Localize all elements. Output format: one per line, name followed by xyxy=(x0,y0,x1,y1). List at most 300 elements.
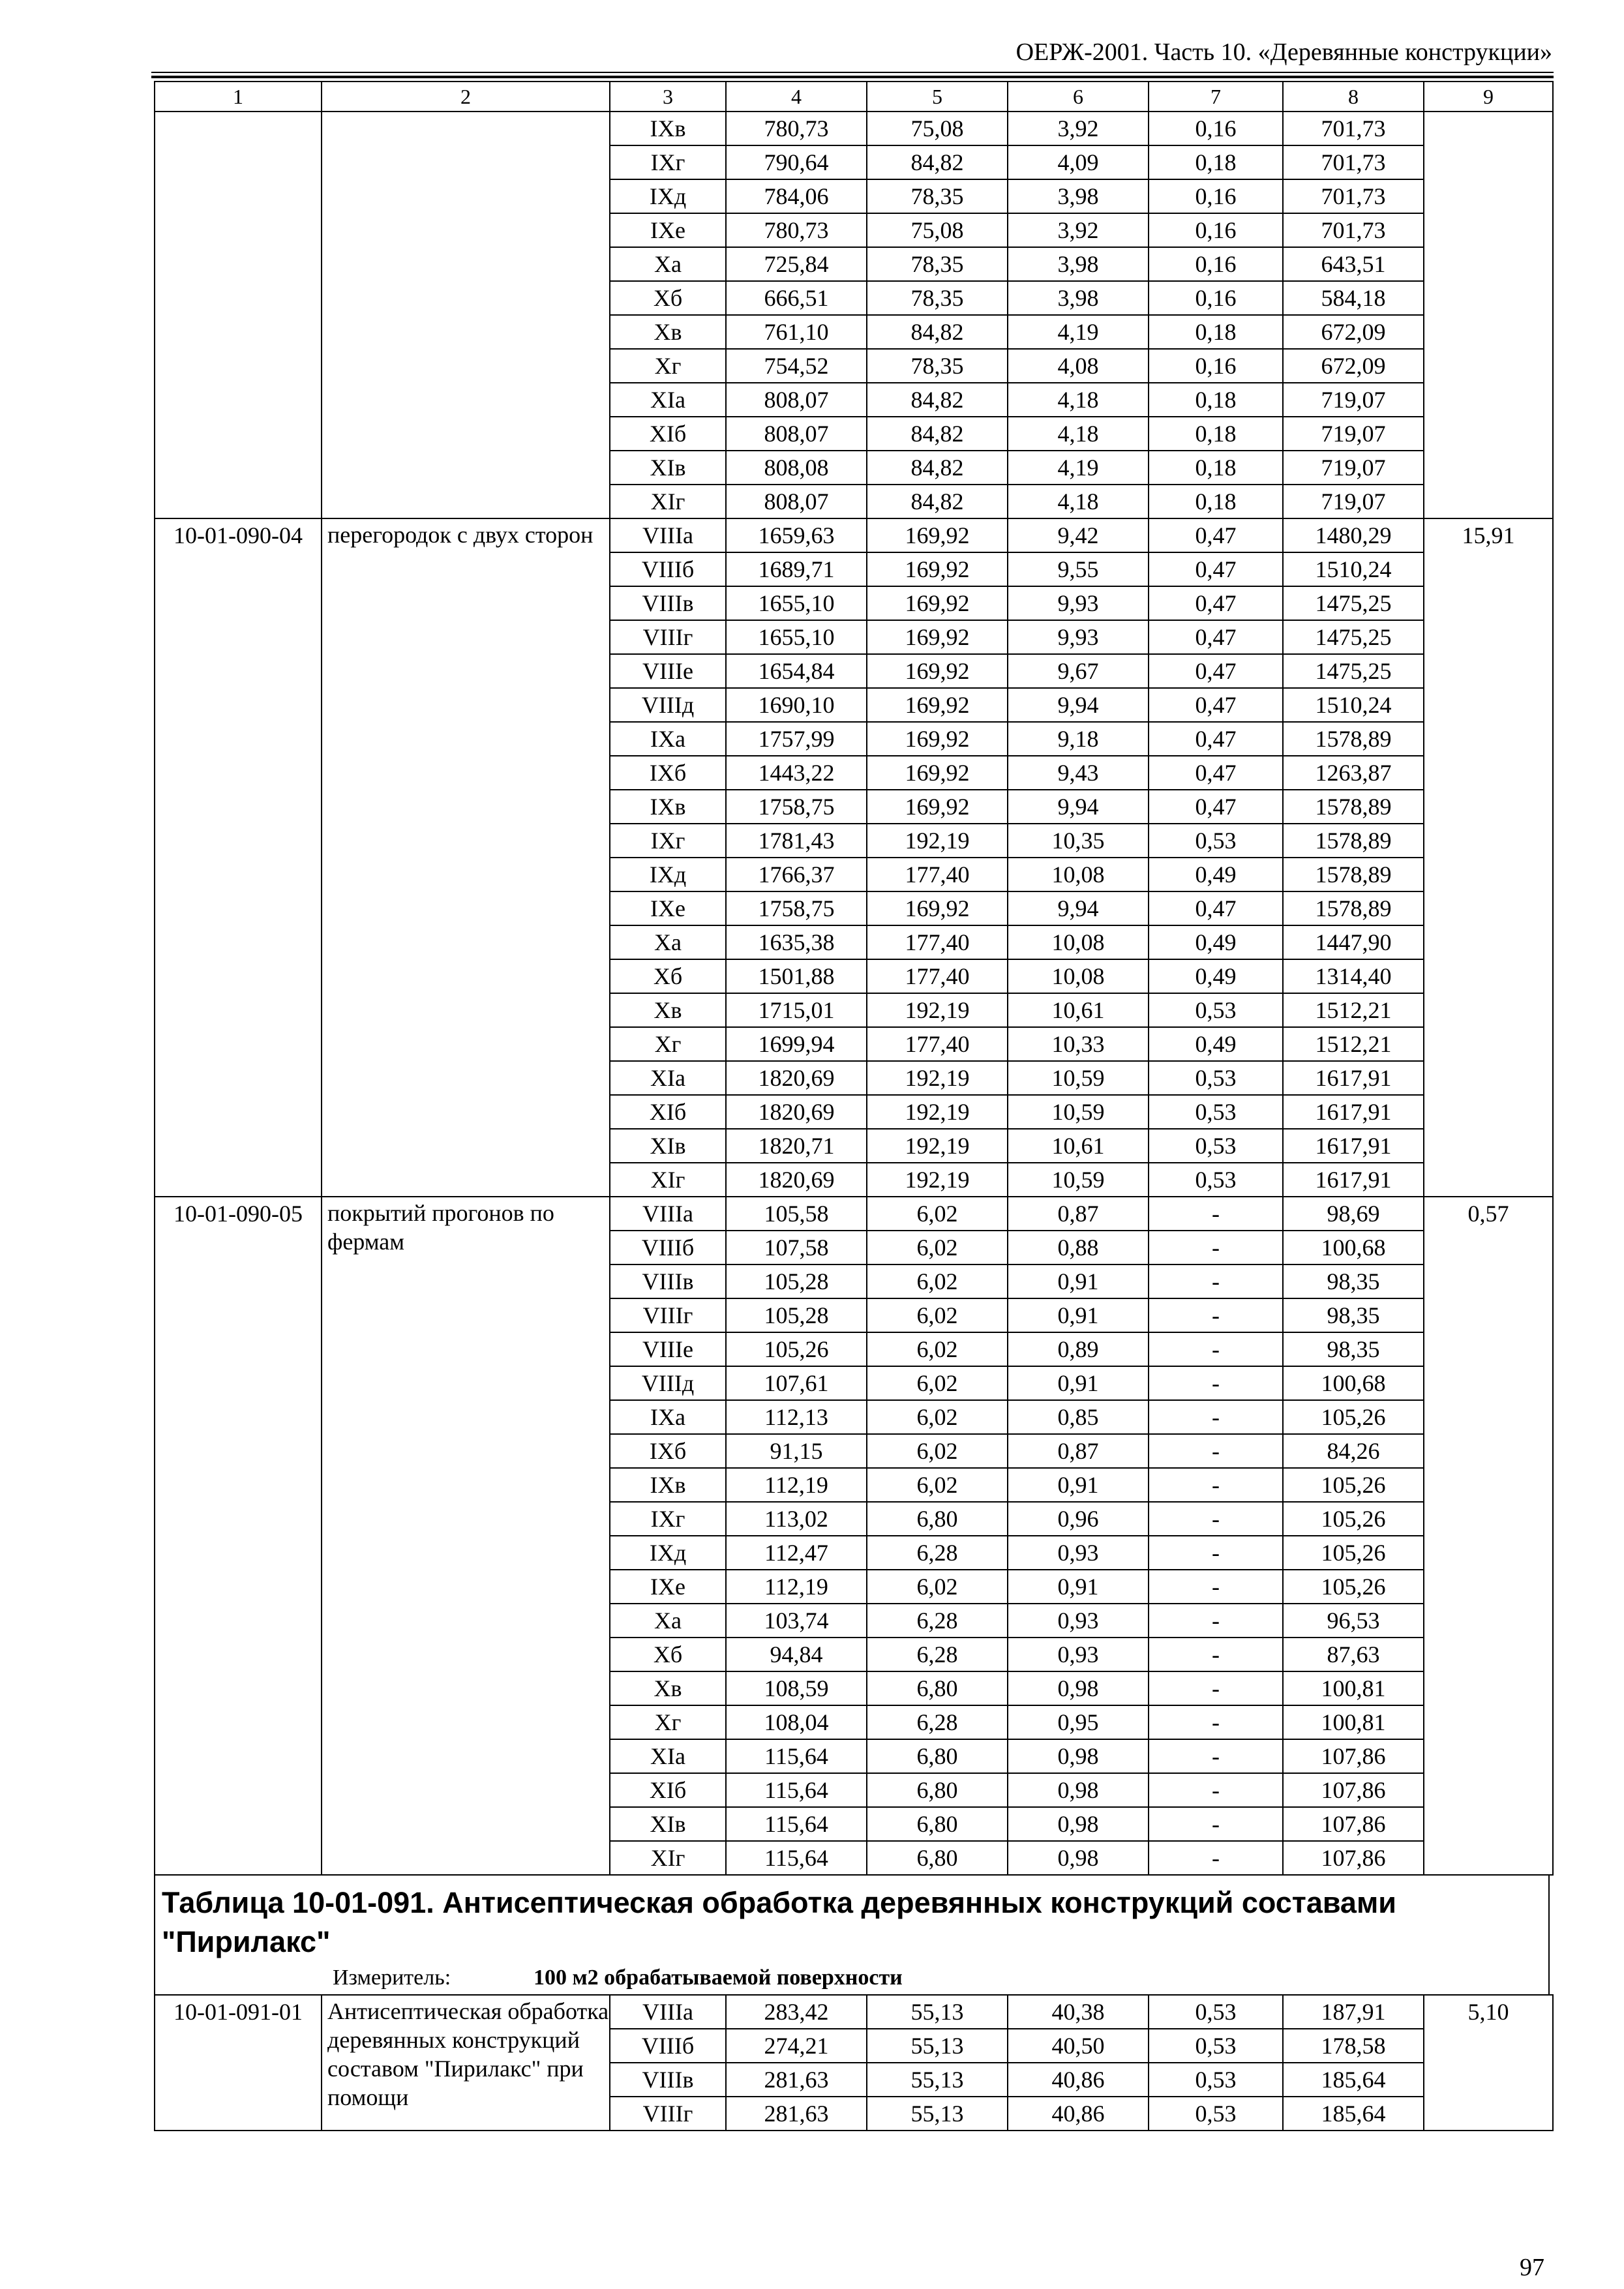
total-cost: 666,51 xyxy=(726,281,867,315)
region-code: IXе xyxy=(610,891,726,925)
machine-cost: 0,91 xyxy=(1008,1298,1149,1332)
rate-description: Антисептическая обработка деревянных конструкций составом "Пирилакс" при помощи xyxy=(322,1995,610,2131)
total-cost: 107,61 xyxy=(726,1366,867,1400)
materials-cost: 100,68 xyxy=(1283,1366,1424,1400)
machine-cost: 10,08 xyxy=(1008,925,1149,959)
machine-cost: 9,94 xyxy=(1008,891,1149,925)
total-cost: 754,52 xyxy=(726,349,867,383)
total-cost: 808,08 xyxy=(726,451,867,485)
wages: 6,02 xyxy=(867,1366,1008,1400)
region-code: VIIIв xyxy=(610,586,726,620)
header-rule-thick xyxy=(151,76,1554,78)
total-cost: 1820,69 xyxy=(726,1095,867,1129)
machinist-wages: 0,18 xyxy=(1149,383,1283,417)
column-number: 3 xyxy=(610,82,726,112)
column-number: 6 xyxy=(1008,82,1149,112)
region-code: XIа xyxy=(610,1739,726,1773)
total-cost: 94,84 xyxy=(726,1638,867,1671)
table-title: Таблица 10-01-091. Антисептическая обработка деревянных конструкций составами "Пирилакс" xyxy=(162,1886,1396,1958)
machine-cost: 0,91 xyxy=(1008,1366,1149,1400)
machine-cost: 4,19 xyxy=(1008,451,1149,485)
region-code: IXд xyxy=(610,179,726,213)
machine-cost: 10,61 xyxy=(1008,1129,1149,1163)
machinist-wages: 0,49 xyxy=(1149,1027,1283,1061)
region-code: IXе xyxy=(610,213,726,247)
wages: 169,92 xyxy=(867,688,1008,722)
total-cost: 91,15 xyxy=(726,1434,867,1468)
machine-cost: 9,94 xyxy=(1008,790,1149,824)
wages: 6,80 xyxy=(867,1502,1008,1536)
total-cost: 1758,75 xyxy=(726,790,867,824)
region-code: Xв xyxy=(610,993,726,1027)
materials-cost: 1617,91 xyxy=(1283,1129,1424,1163)
total-cost: 808,07 xyxy=(726,383,867,417)
machine-cost: 9,93 xyxy=(1008,620,1149,654)
column-number: 7 xyxy=(1149,82,1283,112)
wages: 84,82 xyxy=(867,145,1008,179)
total-cost: 1655,10 xyxy=(726,586,867,620)
materials-cost: 1480,29 xyxy=(1283,518,1424,552)
rate-description: покрытий прогонов по фермам xyxy=(322,1197,610,1875)
wages: 169,92 xyxy=(867,654,1008,688)
machinist-wages: - xyxy=(1149,1570,1283,1604)
materials-cost: 1578,89 xyxy=(1283,891,1424,925)
table-row xyxy=(155,1995,1553,2029)
materials-cost: 719,07 xyxy=(1283,383,1424,417)
region-code: VIIIе xyxy=(610,654,726,688)
materials-cost: 1617,91 xyxy=(1283,1095,1424,1129)
materials-cost: 719,07 xyxy=(1283,485,1424,518)
machinist-wages: 0,18 xyxy=(1149,485,1283,518)
total-cost: 274,21 xyxy=(726,2029,867,2063)
wages: 6,28 xyxy=(867,1536,1008,1570)
region-code: IXа xyxy=(610,1400,726,1434)
machinist-wages: - xyxy=(1149,1298,1283,1332)
region-code: IXе xyxy=(610,1570,726,1604)
wages: 6,02 xyxy=(867,1434,1008,1468)
machinist-wages: 0,47 xyxy=(1149,722,1283,756)
machinist-wages: 0,53 xyxy=(1149,2097,1283,2131)
machinist-wages: 0,53 xyxy=(1149,1061,1283,1095)
rate-code: 10-01-090-05 xyxy=(155,1197,322,1875)
total-cost: 112,47 xyxy=(726,1536,867,1570)
machine-cost: 0,93 xyxy=(1008,1536,1149,1570)
total-cost: 790,64 xyxy=(726,145,867,179)
column-number: 4 xyxy=(726,82,867,112)
total-cost: 808,07 xyxy=(726,485,867,518)
materials-cost: 98,35 xyxy=(1283,1298,1424,1332)
machinist-wages: - xyxy=(1149,1807,1283,1841)
materials-cost: 701,73 xyxy=(1283,179,1424,213)
materials-cost: 98,69 xyxy=(1283,1197,1424,1231)
machinist-wages: - xyxy=(1149,1841,1283,1875)
machine-cost: 0,96 xyxy=(1008,1502,1149,1536)
wages: 55,13 xyxy=(867,1995,1008,2029)
wages: 169,92 xyxy=(867,756,1008,790)
materials-cost: 107,86 xyxy=(1283,1773,1424,1807)
machinist-wages: - xyxy=(1149,1434,1283,1468)
wages: 6,80 xyxy=(867,1671,1008,1705)
total-cost: 115,64 xyxy=(726,1739,867,1773)
region-code: IXб xyxy=(610,1434,726,1468)
machine-cost: 0,91 xyxy=(1008,1468,1149,1502)
wages: 78,35 xyxy=(867,247,1008,281)
materials-cost: 107,86 xyxy=(1283,1841,1424,1875)
wages: 169,92 xyxy=(867,891,1008,925)
labor-hours xyxy=(1424,112,1553,518)
total-cost: 1659,63 xyxy=(726,518,867,552)
machinist-wages: 0,49 xyxy=(1149,858,1283,891)
table-row xyxy=(155,1197,1553,1231)
machine-cost: 0,91 xyxy=(1008,1264,1149,1298)
machine-cost: 40,50 xyxy=(1008,2029,1149,2063)
labor-hours: 5,10 xyxy=(1424,1995,1553,2131)
materials-cost: 719,07 xyxy=(1283,451,1424,485)
materials-cost: 584,18 xyxy=(1283,281,1424,315)
total-cost: 808,07 xyxy=(726,417,867,451)
total-cost: 1781,43 xyxy=(726,824,867,858)
table-row xyxy=(155,518,1553,552)
region-code: XIв xyxy=(610,1129,726,1163)
machine-cost: 4,18 xyxy=(1008,417,1149,451)
materials-cost: 719,07 xyxy=(1283,417,1424,451)
machinist-wages: 0,53 xyxy=(1149,2029,1283,2063)
machine-cost: 0,91 xyxy=(1008,1570,1149,1604)
machine-cost: 0,93 xyxy=(1008,1604,1149,1638)
machinist-wages: - xyxy=(1149,1739,1283,1773)
region-code: VIIIб xyxy=(610,2029,726,2063)
materials-cost: 1512,21 xyxy=(1283,993,1424,1027)
wages: 169,92 xyxy=(867,586,1008,620)
rate-code xyxy=(155,112,322,518)
machine-cost: 3,98 xyxy=(1008,247,1149,281)
region-code: IXв xyxy=(610,1468,726,1502)
region-code: Xа xyxy=(610,1604,726,1638)
total-cost: 1690,10 xyxy=(726,688,867,722)
wages: 6,02 xyxy=(867,1197,1008,1231)
wages: 78,35 xyxy=(867,349,1008,383)
wages: 169,92 xyxy=(867,620,1008,654)
total-cost: 1635,38 xyxy=(726,925,867,959)
machinist-wages: - xyxy=(1149,1773,1283,1807)
region-code: VIIIв xyxy=(610,2063,726,2097)
total-cost: 107,58 xyxy=(726,1231,867,1264)
total-cost: 1820,69 xyxy=(726,1061,867,1095)
total-cost: 1766,37 xyxy=(726,858,867,891)
wages: 177,40 xyxy=(867,858,1008,891)
total-cost: 761,10 xyxy=(726,315,867,349)
machine-cost: 40,86 xyxy=(1008,2097,1149,2131)
materials-cost: 100,81 xyxy=(1283,1671,1424,1705)
header-rule xyxy=(151,72,1554,73)
machine-cost: 0,85 xyxy=(1008,1400,1149,1434)
total-cost: 112,13 xyxy=(726,1400,867,1434)
wages: 177,40 xyxy=(867,959,1008,993)
materials-cost: 1475,25 xyxy=(1283,620,1424,654)
wages: 192,19 xyxy=(867,1061,1008,1095)
machine-cost: 0,87 xyxy=(1008,1197,1149,1231)
region-code: Xв xyxy=(610,1671,726,1705)
materials-cost: 178,58 xyxy=(1283,2029,1424,2063)
materials-cost: 187,91 xyxy=(1283,1995,1424,2029)
materials-cost: 185,64 xyxy=(1283,2063,1424,2097)
wages: 84,82 xyxy=(867,451,1008,485)
wages: 78,35 xyxy=(867,281,1008,315)
total-cost: 115,64 xyxy=(726,1841,867,1875)
column-number: 2 xyxy=(322,82,610,112)
materials-cost: 1314,40 xyxy=(1283,959,1424,993)
wages: 6,02 xyxy=(867,1264,1008,1298)
column-number: 8 xyxy=(1283,82,1424,112)
wages: 192,19 xyxy=(867,1163,1008,1197)
total-cost: 283,42 xyxy=(726,1995,867,2029)
total-cost: 1655,10 xyxy=(726,620,867,654)
machine-cost: 3,98 xyxy=(1008,281,1149,315)
wages: 84,82 xyxy=(867,417,1008,451)
materials-cost: 701,73 xyxy=(1283,112,1424,145)
materials-cost: 100,81 xyxy=(1283,1705,1424,1739)
total-cost: 1758,75 xyxy=(726,891,867,925)
wages: 55,13 xyxy=(867,2097,1008,2131)
materials-cost: 1263,87 xyxy=(1283,756,1424,790)
rate-description xyxy=(322,112,610,518)
region-code: Xг xyxy=(610,1027,726,1061)
wages: 84,82 xyxy=(867,315,1008,349)
total-cost: 105,28 xyxy=(726,1298,867,1332)
machine-cost: 10,59 xyxy=(1008,1061,1149,1095)
region-code: VIIIв xyxy=(610,1264,726,1298)
total-cost: 112,19 xyxy=(726,1468,867,1502)
total-cost: 1820,71 xyxy=(726,1129,867,1163)
machine-cost: 3,92 xyxy=(1008,112,1149,145)
wages: 84,82 xyxy=(867,383,1008,417)
materials-cost: 1578,89 xyxy=(1283,858,1424,891)
region-code: VIIIг xyxy=(610,2097,726,2131)
machinist-wages: 0,47 xyxy=(1149,756,1283,790)
total-cost: 281,63 xyxy=(726,2097,867,2131)
region-code: Xг xyxy=(610,1705,726,1739)
region-code: Xг xyxy=(610,349,726,383)
machinist-wages: 0,16 xyxy=(1149,349,1283,383)
region-code: VIIIг xyxy=(610,1298,726,1332)
machinist-wages: - xyxy=(1149,1366,1283,1400)
running-header: ОЕРЖ-2001. Часть 10. «Деревянные конструкции» xyxy=(1015,38,1552,66)
materials-cost: 105,26 xyxy=(1283,1468,1424,1502)
machine-cost: 3,92 xyxy=(1008,213,1149,247)
machine-cost: 0,98 xyxy=(1008,1807,1149,1841)
wages: 6,28 xyxy=(867,1638,1008,1671)
materials-cost: 672,09 xyxy=(1283,349,1424,383)
total-cost: 780,73 xyxy=(726,112,867,145)
machine-cost: 10,08 xyxy=(1008,959,1149,993)
wages: 192,19 xyxy=(867,824,1008,858)
machinist-wages: - xyxy=(1149,1638,1283,1671)
rate-code: 10-01-091-01 xyxy=(155,1995,322,2131)
machinist-wages: 0,53 xyxy=(1149,1129,1283,1163)
machinist-wages: - xyxy=(1149,1502,1283,1536)
wages: 177,40 xyxy=(867,1027,1008,1061)
materials-cost: 105,26 xyxy=(1283,1570,1424,1604)
machine-cost: 9,18 xyxy=(1008,722,1149,756)
materials-cost: 1617,91 xyxy=(1283,1163,1424,1197)
machine-cost: 3,98 xyxy=(1008,179,1149,213)
machinist-wages: 0,16 xyxy=(1149,112,1283,145)
total-cost: 112,19 xyxy=(726,1570,867,1604)
wages: 169,92 xyxy=(867,518,1008,552)
total-cost: 1699,94 xyxy=(726,1027,867,1061)
machinist-wages: 0,47 xyxy=(1149,654,1283,688)
wages: 84,82 xyxy=(867,485,1008,518)
machinist-wages: 0,53 xyxy=(1149,824,1283,858)
table-title-block xyxy=(154,1876,1550,1994)
machinist-wages: 0,47 xyxy=(1149,891,1283,925)
machine-cost: 0,88 xyxy=(1008,1231,1149,1264)
machine-cost: 0,98 xyxy=(1008,1739,1149,1773)
machinist-wages: - xyxy=(1149,1197,1283,1231)
machine-cost: 4,08 xyxy=(1008,349,1149,383)
machinist-wages: 0,16 xyxy=(1149,281,1283,315)
machinist-wages: 0,18 xyxy=(1149,451,1283,485)
region-code: IXв xyxy=(610,790,726,824)
materials-cost: 105,26 xyxy=(1283,1400,1424,1434)
region-code: XIг xyxy=(610,485,726,518)
region-code: IXг xyxy=(610,145,726,179)
machinist-wages: - xyxy=(1149,1332,1283,1366)
region-code: Xв xyxy=(610,315,726,349)
region-code: Xб xyxy=(610,959,726,993)
wages: 169,92 xyxy=(867,790,1008,824)
machine-cost: 40,38 xyxy=(1008,1995,1149,2029)
machine-cost: 0,93 xyxy=(1008,1638,1149,1671)
wages: 6,28 xyxy=(867,1705,1008,1739)
machinist-wages: 0,49 xyxy=(1149,925,1283,959)
machine-cost: 0,89 xyxy=(1008,1332,1149,1366)
region-code: XIб xyxy=(610,417,726,451)
machine-cost: 9,94 xyxy=(1008,688,1149,722)
machinist-wages: 0,16 xyxy=(1149,247,1283,281)
materials-cost: 643,51 xyxy=(1283,247,1424,281)
total-cost: 105,28 xyxy=(726,1264,867,1298)
region-code: VIIIб xyxy=(610,1231,726,1264)
machinist-wages: 0,49 xyxy=(1149,959,1283,993)
machine-cost: 10,59 xyxy=(1008,1163,1149,1197)
wages: 6,02 xyxy=(867,1298,1008,1332)
machine-cost: 4,18 xyxy=(1008,383,1149,417)
region-code: Xб xyxy=(610,281,726,315)
rate-code: 10-01-090-04 xyxy=(155,518,322,1197)
wages: 169,92 xyxy=(867,552,1008,586)
region-code: XIа xyxy=(610,1061,726,1095)
region-code: VIIIа xyxy=(610,1995,726,2029)
table-row xyxy=(155,112,1553,145)
region-code: VIIIг xyxy=(610,620,726,654)
total-cost: 108,04 xyxy=(726,1705,867,1739)
region-code: XIб xyxy=(610,1773,726,1807)
region-code: Xа xyxy=(610,247,726,281)
machinist-wages: 0,53 xyxy=(1149,1995,1283,2029)
wages: 75,08 xyxy=(867,112,1008,145)
machine-cost: 9,43 xyxy=(1008,756,1149,790)
machinist-wages: 0,47 xyxy=(1149,790,1283,824)
column-number: 1 xyxy=(155,82,322,112)
materials-cost: 105,26 xyxy=(1283,1502,1424,1536)
total-cost: 105,26 xyxy=(726,1332,867,1366)
materials-cost: 100,68 xyxy=(1283,1231,1424,1264)
wages: 78,35 xyxy=(867,179,1008,213)
total-cost: 281,63 xyxy=(726,2063,867,2097)
wages: 192,19 xyxy=(867,993,1008,1027)
total-cost: 108,59 xyxy=(726,1671,867,1705)
wages: 6,02 xyxy=(867,1332,1008,1366)
machinist-wages: - xyxy=(1149,1604,1283,1638)
region-code: XIг xyxy=(610,1163,726,1197)
region-code: VIIIб xyxy=(610,552,726,586)
region-code: VIIIа xyxy=(610,1197,726,1231)
labor-hours: 0,57 xyxy=(1424,1197,1553,1875)
region-code: IXг xyxy=(610,824,726,858)
wages: 55,13 xyxy=(867,2063,1008,2097)
column-number: 5 xyxy=(867,82,1008,112)
machine-cost: 9,42 xyxy=(1008,518,1149,552)
machinist-wages: 0,53 xyxy=(1149,2063,1283,2097)
total-cost: 115,64 xyxy=(726,1773,867,1807)
region-code: XIв xyxy=(610,1807,726,1841)
total-cost: 113,02 xyxy=(726,1502,867,1536)
region-code: XIв xyxy=(610,451,726,485)
materials-cost: 701,73 xyxy=(1283,213,1424,247)
machine-cost: 40,86 xyxy=(1008,2063,1149,2097)
region-code: VIIIа xyxy=(610,518,726,552)
machine-cost: 10,59 xyxy=(1008,1095,1149,1129)
machinist-wages: 0,47 xyxy=(1149,518,1283,552)
page-number: 97 xyxy=(1520,2254,1544,2281)
machine-cost: 0,98 xyxy=(1008,1773,1149,1807)
machinist-wages: 0,18 xyxy=(1149,145,1283,179)
wages: 6,02 xyxy=(867,1400,1008,1434)
materials-cost: 1617,91 xyxy=(1283,1061,1424,1095)
materials-cost: 1512,21 xyxy=(1283,1027,1424,1061)
wages: 6,02 xyxy=(867,1570,1008,1604)
wages: 192,19 xyxy=(867,1129,1008,1163)
machine-cost: 0,95 xyxy=(1008,1705,1149,1739)
column-number-row xyxy=(155,82,1553,112)
machine-cost: 4,18 xyxy=(1008,485,1149,518)
rates-table-2 xyxy=(154,1994,1554,2131)
wages: 55,13 xyxy=(867,2029,1008,2063)
machinist-wages: - xyxy=(1149,1536,1283,1570)
region-code: XIб xyxy=(610,1095,726,1129)
total-cost: 1443,22 xyxy=(726,756,867,790)
materials-cost: 105,26 xyxy=(1283,1536,1424,1570)
rate-description: перегородок с двух сторон xyxy=(322,518,610,1197)
machinist-wages: 0,53 xyxy=(1149,1163,1283,1197)
machine-cost: 10,08 xyxy=(1008,858,1149,891)
measure-label: Измеритель: xyxy=(333,1966,451,1990)
machine-cost: 0,98 xyxy=(1008,1841,1149,1875)
materials-cost: 1578,89 xyxy=(1283,790,1424,824)
materials-cost: 701,73 xyxy=(1283,145,1424,179)
total-cost: 780,73 xyxy=(726,213,867,247)
materials-cost: 98,35 xyxy=(1283,1332,1424,1366)
region-code: Xа xyxy=(610,925,726,959)
region-code: XIг xyxy=(610,1841,726,1875)
machinist-wages: 0,47 xyxy=(1149,586,1283,620)
column-number: 9 xyxy=(1424,82,1553,112)
total-cost: 115,64 xyxy=(726,1807,867,1841)
machine-cost: 0,98 xyxy=(1008,1671,1149,1705)
machinist-wages: 0,18 xyxy=(1149,315,1283,349)
machinist-wages: - xyxy=(1149,1468,1283,1502)
